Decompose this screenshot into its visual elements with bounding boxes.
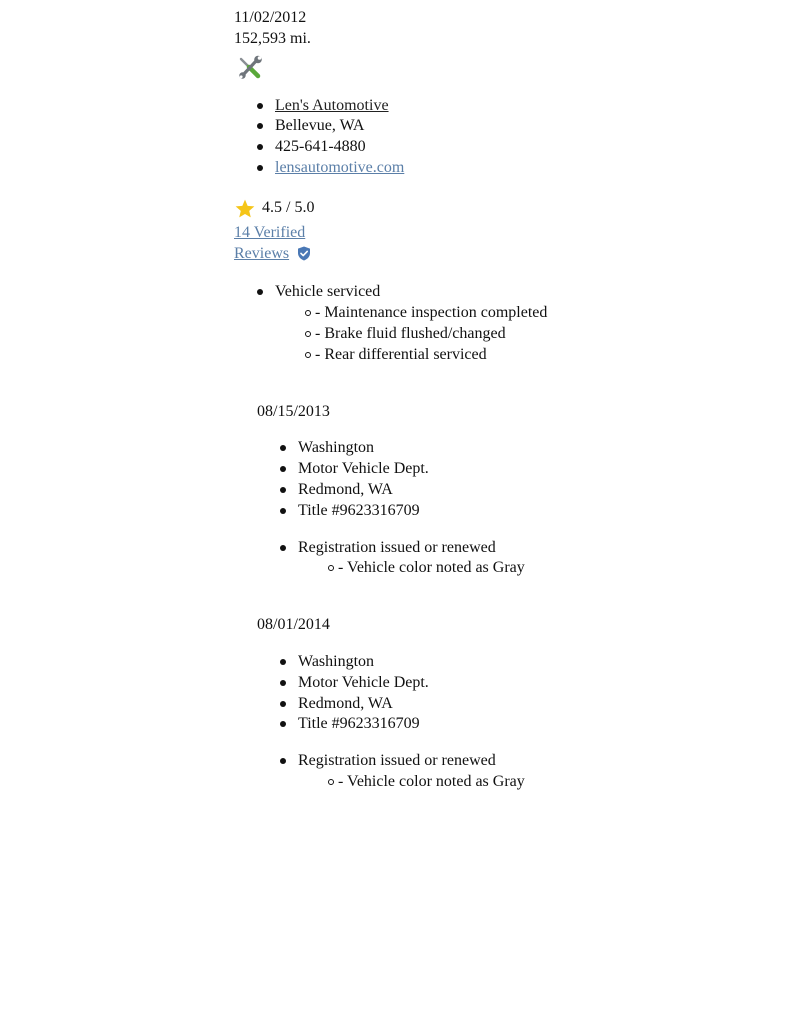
star-icon	[234, 198, 256, 220]
list-item: Motor Vehicle Dept.	[298, 459, 754, 480]
list-item: Registration issued or renewed	[298, 538, 754, 559]
list-item: Redmond, WA	[298, 480, 754, 501]
list-item: 425-641-4880	[275, 137, 754, 158]
list-item: - Maintenance inspection completed	[315, 303, 754, 324]
list-item: Bellevue, WA	[275, 116, 754, 137]
list-item: - Rear differential serviced	[315, 345, 754, 366]
registration-details-list	[338, 558, 754, 579]
shop-rating	[234, 197, 754, 221]
registration-record	[234, 402, 754, 580]
record-date: 08/15/2013	[257, 402, 330, 420]
shop-website-link[interactable]: lensautomotive.com	[275, 158, 405, 176]
source-list	[298, 652, 754, 735]
registration-record	[234, 615, 754, 793]
verified-reviews-link-line2[interactable]: Reviews	[234, 244, 290, 262]
verified-reviews-row	[234, 244, 754, 265]
list-item: Title #9623316709	[298, 714, 754, 735]
list-item: - Brake fluid flushed/changed	[315, 324, 754, 345]
list-item: - Vehicle color noted as Gray	[338, 558, 754, 579]
source-list	[298, 438, 754, 521]
shop-info-list	[275, 96, 754, 179]
tools-icon	[236, 54, 264, 82]
registration-summary-list	[298, 751, 754, 772]
verified-reviews-link-line1[interactable]: 14 Verified	[234, 223, 306, 241]
list-item: Registration issued or renewed	[298, 751, 754, 772]
service-summary-list	[275, 282, 754, 303]
record-mileage: 152,593 mi.	[234, 29, 311, 47]
service-record	[234, 8, 754, 366]
list-item	[275, 96, 754, 117]
list-item: Title #9623316709	[298, 501, 754, 522]
list-item: Washington	[298, 652, 754, 673]
history-page	[234, 8, 754, 793]
shop-name-link[interactable]: Len's Automotive	[275, 96, 389, 114]
list-item: Washington	[298, 438, 754, 459]
registration-details-list	[338, 772, 754, 793]
list-item: Motor Vehicle Dept.	[298, 673, 754, 694]
record-date: 11/02/2012	[234, 9, 307, 26]
list-item	[275, 158, 754, 179]
list-item: - Vehicle color noted as Gray	[338, 772, 754, 793]
service-details-list	[315, 303, 754, 365]
shield-check-icon	[297, 246, 311, 261]
record-date: 08/01/2014	[257, 616, 330, 634]
list-item: Redmond, WA	[298, 694, 754, 715]
registration-summary-list	[298, 538, 754, 559]
rating-text: 4.5 / 5.0	[262, 199, 315, 217]
list-item: Vehicle serviced	[275, 282, 754, 303]
